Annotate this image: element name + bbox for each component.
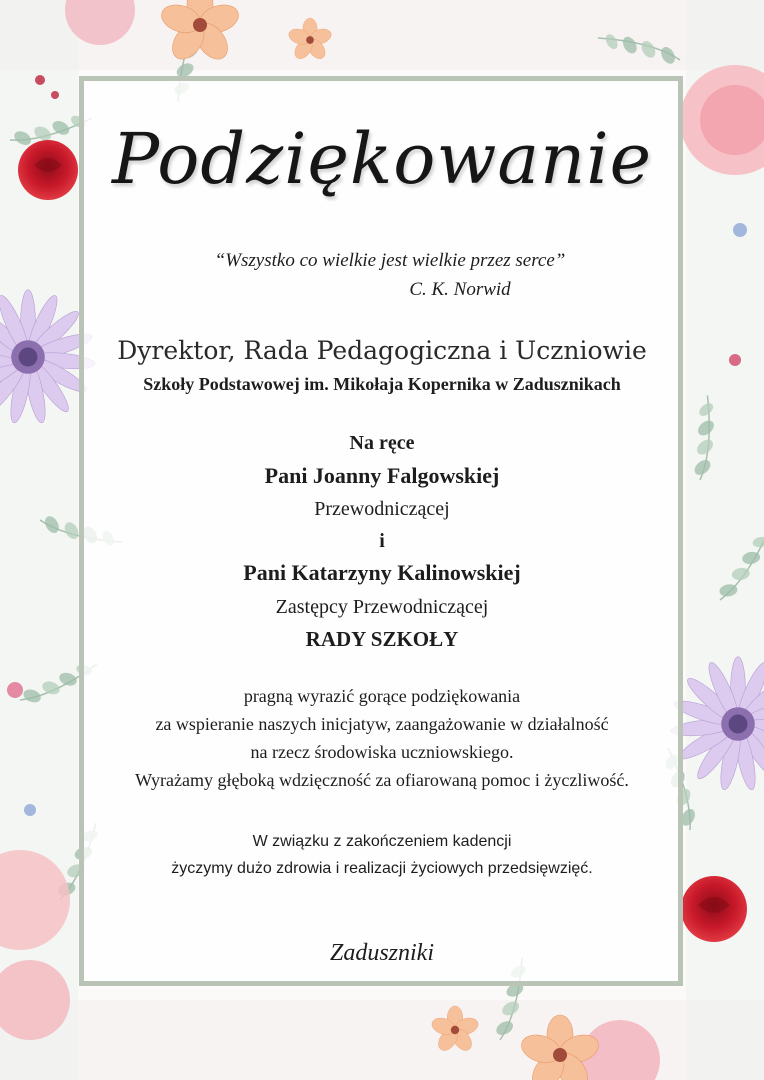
quote-author: C. K. Norwid — [409, 279, 511, 300]
closing-line: życzymy dużo zdrowia i realizacji życiowych przedsięwzięć. — [171, 860, 593, 877]
body-line: na rzecz środowiska uczniowskiego. — [250, 742, 514, 762]
recipient2-name: Pani Katarzyny Kalinowskiej — [243, 560, 521, 585]
recipient1-role: Przewodniczącej — [314, 498, 450, 520]
recipient1-name: Pani Joanny Falgowskiej — [264, 463, 500, 488]
closing-line: W związku z zakończeniem kadencji — [252, 833, 512, 850]
place-signature: Zaduszniki — [329, 940, 434, 966]
to-label: Na ręce — [349, 432, 415, 454]
page-title: Podziękowanie — [111, 118, 653, 200]
body-line: za wspieranie naszych inicjatyw, zaangażowanie w działalność — [155, 714, 609, 734]
conjunction: i — [379, 530, 385, 552]
red-rose-icon — [681, 876, 747, 942]
school-line: Szkoły Podstawowej im. Mikołaja Kopernika w Zadusznikach — [143, 374, 621, 394]
body-line: pragną wyrazić gorące podziękowania — [243, 686, 521, 706]
from-line: Dyrektor, Rada Pedagogiczna i Uczniowie — [117, 336, 647, 365]
council-name: RADY SZKOŁY — [305, 627, 459, 651]
recipient2-role: Zastępcy Przewodniczącej — [275, 596, 489, 618]
quote: “Wszystko co wielkie jest wielkie przez serce” — [214, 250, 566, 271]
body-line: Wyrażamy głęboką wdzięczność za ofiarowaną pomoc i życzliwość. — [135, 770, 629, 790]
